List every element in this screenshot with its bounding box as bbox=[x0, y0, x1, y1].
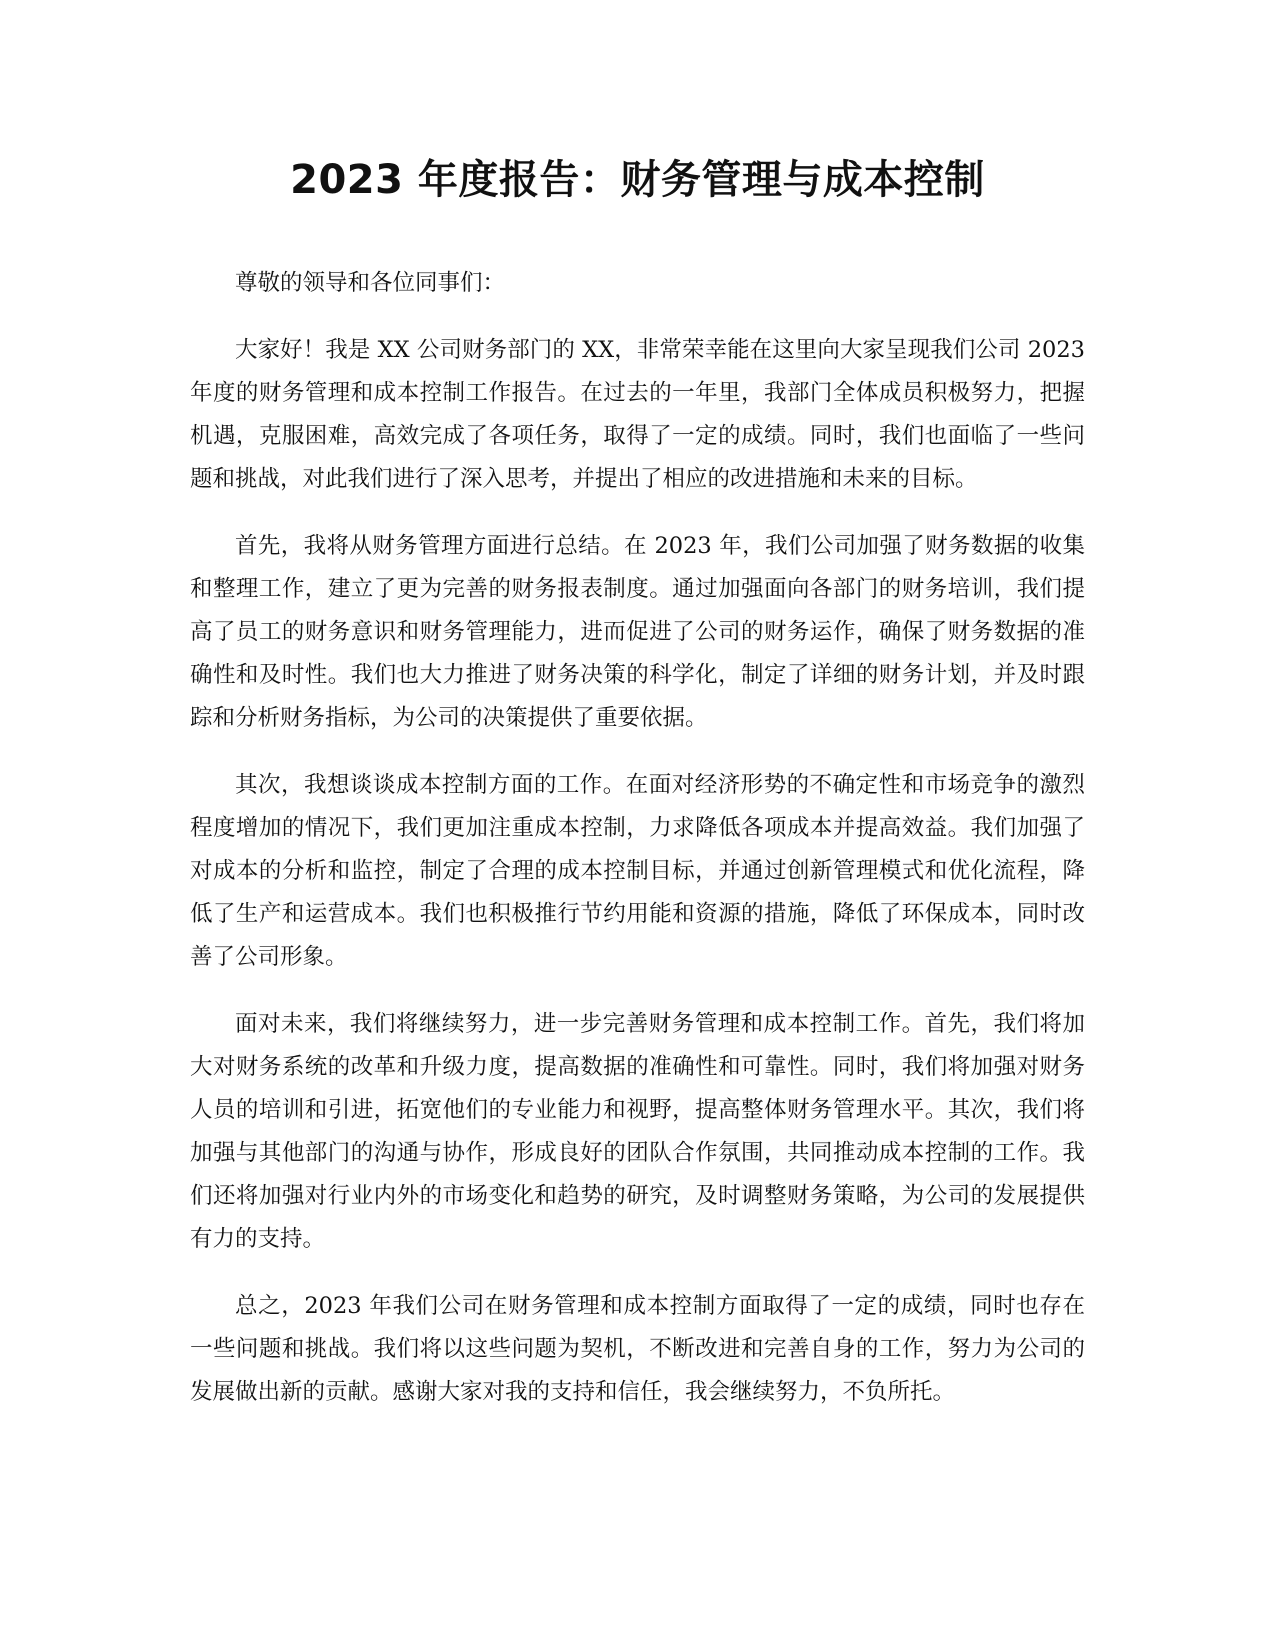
document-body bbox=[190, 262, 1085, 1414]
paragraph-financial-management: 首先，我将从财务管理方面进行总结。在 2023 年，我们公司加强了财务数据的收集和整理工作，建立了更为完善的财务报表制度。通过加强面向各部门的财务培训，我们提高了员工的财务意识和财务管理能力，进而促进了公司的财务运作，确保了财务数据的准确性和及时性。我们也大力推进了财务决策的科学化，制定了详细的财务计划，并及时跟踪和分析财务指标，为公司的决策提供了重要依据。 bbox=[190, 533, 1085, 731]
document-title: 2023 年度报告：财务管理与成本控制 bbox=[290, 157, 985, 203]
paragraph-cost-control: 其次，我想谈谈成本控制方面的工作。在面对经济形势的不确定性和市场竞争的激烈程度增加的情况下，我们更加注重成本控制，力求降低各项成本并提高效益。我们加强了对成本的分析和监控，制定了合理的成本控制目标，并通过创新管理模式和优化流程，降低了生产和运营成本。我们也积极推行节约用能和资源的措施，降低了环保成本，同时改善了公司形象。 bbox=[190, 772, 1085, 970]
paragraph-future-plans: 面对未来，我们将继续努力，进一步完善财务管理和成本控制工作。首先，我们将加大对财务系统的改革和升级力度，提高数据的准确性和可靠性。同时，我们将加强对财务人员的培训和引进，拓宽他们的专业能力和视野，提高整体财务管理水平。其次，我们将加强与其他部门的沟通与协作，形成良好的团队合作氛围，共同推动成本控制的工作。我们还将加强对行业内外的市场变化和趋势的研究，及时调整财务策略，为公司的发展提供有力的支持。 bbox=[190, 1011, 1085, 1252]
paragraph-conclusion: 总之，2023 年我们公司在财务管理和成本控制方面取得了一定的成绩，同时也存在一些问题和挑战。我们将以这些问题为契机，不断改进和完善自身的工作，努力为公司的发展做出新的贡献。感谢大家对我的支持和信任，我会继续努力，不负所托。 bbox=[190, 1293, 1085, 1405]
paragraph-intro: 大家好！我是 XX 公司财务部门的 XX，非常荣幸能在这里向大家呈现我们公司 2023 年度的财务管理和成本控制工作报告。在过去的一年里，我部门全体成员积极努力，把握机遇，克服困难，高效完成了各项任务，取得了一定的成绩。同时，我们也面临了一些问题和挑战，对此我们进行了深入思考，并提出了相应的改进措施和未来的目标。 bbox=[190, 337, 1085, 492]
salutation: 尊敬的领导和各位同事们： bbox=[235, 270, 506, 296]
